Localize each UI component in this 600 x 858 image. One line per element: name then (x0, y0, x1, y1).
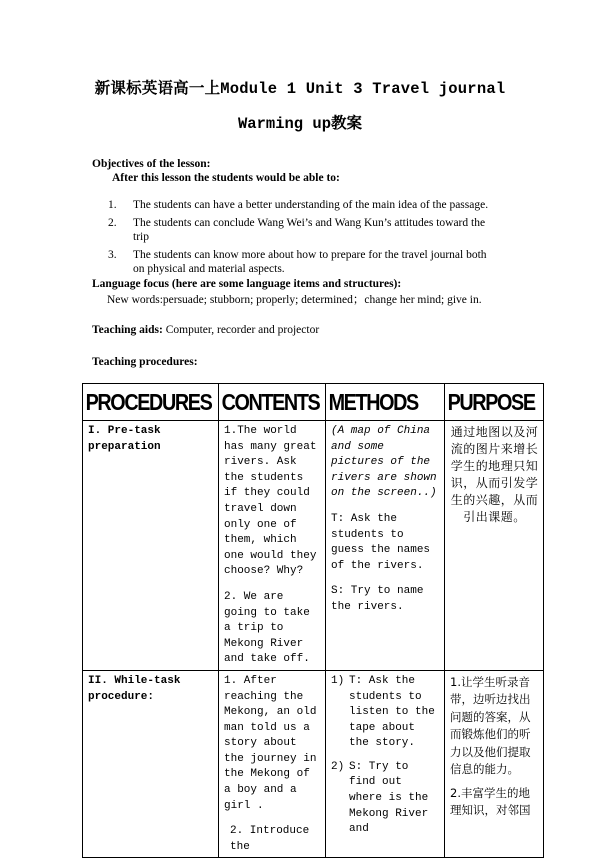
header-cell-procedures (83, 384, 219, 421)
row2-contents (219, 670, 326, 858)
row2-methods-item-1 (331, 674, 440, 752)
row1-contents (219, 421, 326, 671)
row2-methods-item-2-text: S: Try to find out where is the Mekong River and (349, 760, 429, 836)
row1-contents-item-1: 1.The world has many great rivers. Ask the students if they could travel down only one of them, which one would they choose? Why? (224, 425, 317, 578)
row1-contents-item-2: 2. We are going to take a trip to Mekong River and take off. (224, 590, 310, 666)
row1-purpose (445, 421, 544, 671)
objectives-heading: Objectives of the lesson: (92, 158, 211, 170)
header-cell-purpose (445, 384, 544, 421)
teaching-aids-text: Computer, recorder and projector (162, 324, 320, 336)
language-focus-words: New words:persuade; stubborn; properly; determined；change her mind; give in. (107, 294, 482, 306)
table-row (83, 670, 544, 858)
row2-purpose (445, 670, 544, 858)
row1-purpose-text: 通过地图以及河流的图片来增长学生的地理只知识，从而引发学生的兴趣，从而引出课题。 (450, 425, 539, 524)
table-header-row (83, 384, 544, 421)
row1-procedure (83, 421, 219, 671)
document-subtitle: Warming up教案 (237, 115, 362, 133)
row1-methods-item-1: (A map of China and some pictures of the rivers are shown on the screen..) (331, 425, 437, 500)
row2-methods-item-2-number: 2) (331, 760, 345, 773)
table-row (83, 421, 544, 671)
teaching-aids-label: Teaching aids: (92, 324, 163, 336)
row2-procedure-text: II. While-task procedure: (88, 674, 181, 703)
objective-2-text-cont: trip (133, 231, 149, 243)
objective-2-number: 2. (108, 217, 117, 229)
objective-3-text-cont: on physical and material aspects. (133, 263, 285, 275)
teaching-aids (92, 323, 319, 337)
objectives-intro: After this lesson the students would be able to: (112, 172, 340, 184)
language-focus-heading: Language focus (here are some language items and structures): (92, 278, 402, 290)
header-contents: CONTENTS (221, 389, 320, 415)
row2-procedure (83, 670, 219, 858)
row2-methods (326, 670, 445, 858)
row1-methods (326, 421, 445, 671)
header-purpose: PURPOSE (447, 389, 535, 415)
objective-3-text: The students can know more about how to prepare for the travel journal both (133, 249, 487, 261)
row2-methods-item-1-number: 1) (331, 674, 345, 687)
row1-procedure-text: I. Pre-task preparation (88, 425, 161, 453)
objective-1-number: 1. (108, 199, 117, 211)
objective-2-text: The students can conclude Wang Wei’s and Wang Kun’s attitudes toward the (133, 217, 486, 229)
header-cell-contents (219, 384, 326, 421)
header-procedures: PROCEDURES (85, 389, 212, 415)
header-methods: METHODS (328, 389, 418, 415)
document-title: 新课标英语高一上Module 1 Unit 3 Travel journal (94, 80, 506, 98)
row2-purpose-item-2: 2.丰富学生的地理知识，对邻国 (450, 785, 531, 818)
objective-3-number: 3. (108, 249, 117, 261)
header-cell-methods (326, 384, 445, 421)
row1-methods-item-2: T: Ask the students to guess the names of the rivers. (331, 512, 431, 572)
row1-methods-item-3: S: Try to name the rivers. (331, 585, 424, 613)
row2-contents-item-2: 2. Introduce the (230, 825, 310, 853)
row2-methods-item-2 (331, 760, 440, 838)
objective-1-text: The students can have a better understanding of the main idea of the passage. (133, 199, 489, 211)
procedures-heading: Teaching procedures: (92, 356, 198, 368)
procedures-table (82, 383, 544, 858)
row2-purpose-item-1: 1.让学生听录音带，边听边找出问题的答案，从而锻炼他们的听力以及他们提取信息的能力。 (450, 674, 531, 777)
row2-contents-item-1: 1. After reaching the Mekong, an old man told us a story about the journey in the Mekong of a boy and a girl . (224, 674, 317, 812)
row2-methods-item-1-text: T: Ask the students to listen to the tape about the story. (349, 674, 435, 750)
